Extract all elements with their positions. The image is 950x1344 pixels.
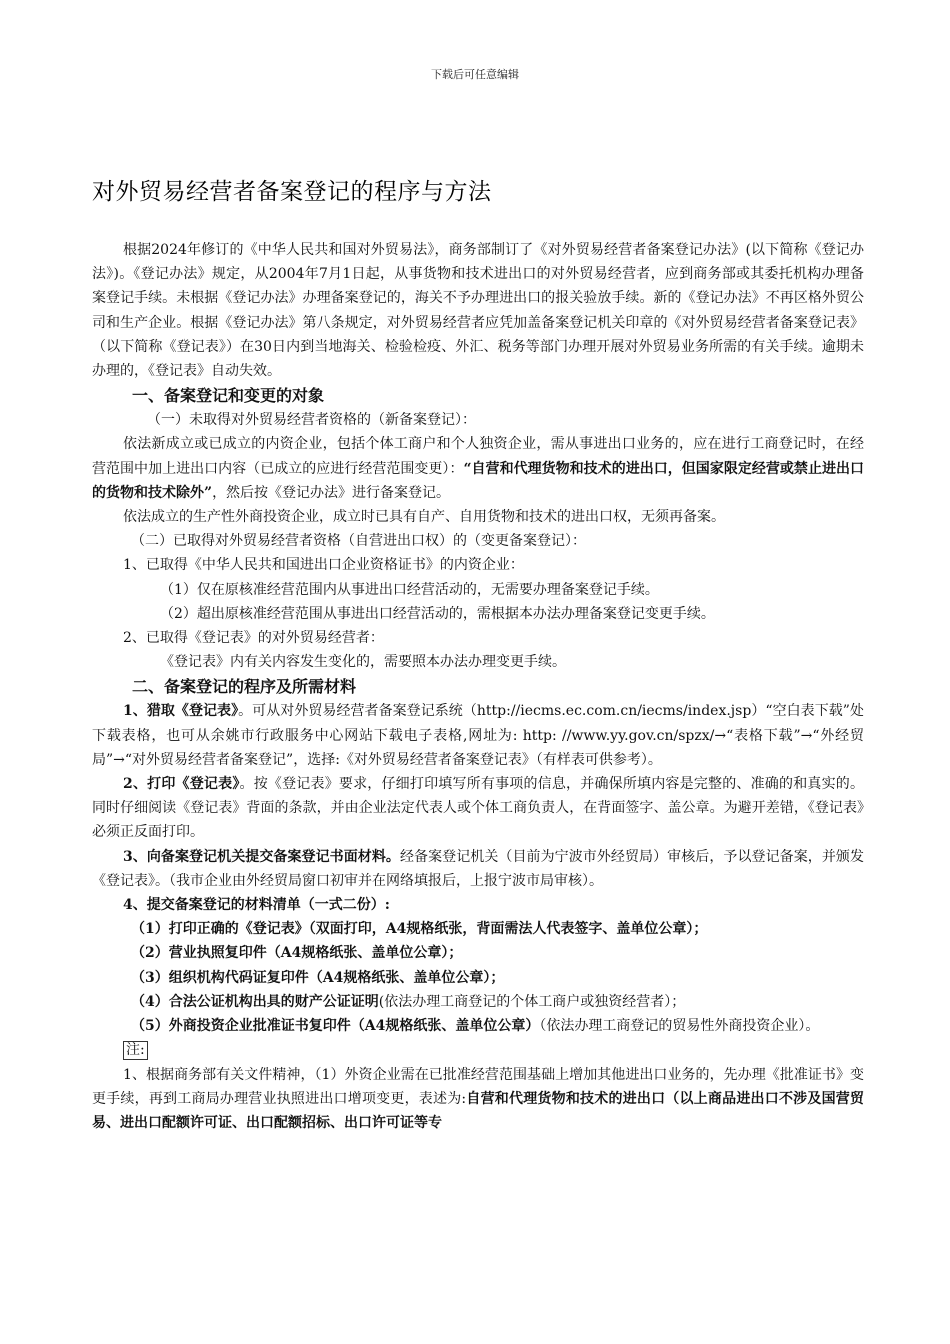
material-4-bold: （4）合法公证机构出具的财产公证证明 [131, 993, 379, 1010]
material-1-bold: （1）打印正确的《登记表》（双面打印，A4规格纸张，背面需法人代表签字、盖单位公章）； [131, 921, 708, 938]
step2-paragraph [92, 772, 864, 845]
note-label-line [92, 1038, 864, 1062]
section1-item1: 1、已取得《中华人民共和国进出口企业资格证书》的内资企业： [123, 557, 524, 574]
step3-bold: 3、向备案登记机关提交备案登记书面材料。 [123, 848, 400, 865]
section1-paragraph2: 依法成立的生产性外商投资企业，成立时已具有自产、自用货物和技术的进出口权，无须再备案。 [123, 509, 725, 526]
material-5-bold: （5）外商投资企业批准证书复印件（A4规格纸张、盖单位公章） [131, 1018, 540, 1035]
section1-paragraph1 [92, 432, 864, 505]
note-1-bold: 自营和代理货物和技术的进出口（以上商品进出口不涉及国营贸易、进出口配额许可证、出口配额招标、出口许可证等专 [92, 1090, 865, 1131]
section1-heading: 一、备案登记和变更的对象 [132, 386, 325, 406]
step4-bold: 4、提交备案登记的材料清单（一式二份）: [123, 897, 390, 914]
material-2 [92, 941, 864, 965]
section1-item2: 2、已取得《登记表》的对外贸易经营者： [123, 630, 384, 647]
note-1-text: 1、根据商务部有关文件精神，（1）外资企业需在已批准经营范围基础上增加其他进出口业务的，先办理《批准证书》变更手续，再到工商局办理营业执照进出口增项变更，表述为: [92, 1066, 864, 1107]
section2-heading: 二、备案登记的程序及所需材料 [132, 677, 357, 697]
step1-paragraph [92, 699, 864, 772]
step2-bold: 2、打印《登记表》 [123, 776, 240, 793]
section1-sub1: （一）未取得对外贸易经营者资格的（新备案登记）： [147, 412, 476, 429]
material-5 [92, 1014, 864, 1038]
header-note: 下载后可任意编辑 [431, 68, 519, 81]
step1-bold: 1、猎取《登记表》 [123, 703, 239, 720]
material-3-bold: （3）组织机构代码证复印件（A4规格纸张、盖单位公章）； [131, 969, 505, 986]
material-5-text: （依法办理工商登记的贸易性外商投资企业）。 [539, 1018, 820, 1035]
material-3 [92, 966, 864, 990]
step4-heading [92, 893, 864, 917]
section1-paragraph1-text-a: 依法新成立或已成立的内资企业，包括个体工商户和个人独资企业，需从事进出口业务的，应在进行工商登记时，在经营范围中加上进出口内容（已成立的应进行经营范围变更）： [92, 436, 864, 477]
section1-paragraph1-bold: “自营和代理货物和技术的进出口，但国家限定经营或禁止进出口的货物和技术除外” [92, 460, 864, 501]
step3-paragraph [92, 845, 864, 893]
section1-item1-2: （2）超出原核准经营范围从事进出口经营活动的，需根据本办法办理备案登记变更手续。 [160, 605, 715, 622]
document-body [92, 238, 864, 1135]
note-label: 注: [123, 1041, 148, 1060]
material-1 [92, 917, 864, 941]
material-4-text: (依法办理工商登记的个体工商户或独资经营者）； [378, 993, 686, 1010]
section1-sub2: （二）已取得对外贸易经营者资格（自营进出口权）的（变更备案登记）： [131, 533, 586, 550]
step1-text: 。可从对外贸易经营者备案登记系统（http://iecms.ec.com.cn/iecms/index.jsp）“空白表下载”处下载表格，也可从余姚市行政服务中心网站下载电子表格,网址为: http: //www.yy.gov.cn/spzx/→“表格下载”→“外经贸局”→“对外贸易经营者备案登记”，选择:《对外贸易经营者备案登记表》（有样表可供参考）。 [92, 703, 864, 768]
step2-text: 。按《登记表》要求，仔细打印填写所有事项的信息，并确保所填内容是完整的、准确的和真实的。同时仔细阅读《登记表》背面的条款，并由企业法定代表人或个体工商负责人，在背面签字、盖公章。为避开差错，《登记表》必须正反面打印。 [92, 776, 864, 841]
material-4 [92, 990, 864, 1014]
material-2-bold: （2）营业执照复印件（A4规格纸张、盖单位公章）； [131, 945, 463, 962]
intro-paragraph: 根据2024年修订的《中华人民共和国对外贸易法》，商务部制订了《对外贸易经营者备案登记办法》(以下简称《登记办法》)。《登记办法》规定，从2004年7月1日起，从事货物和技术进出口的对外贸易经营者，应到商务部或其委托机构办理备案登记手续。未根据《登记办法》办理备案登记的，海关不予办理进出口的报关验放手续。新的《登记办法》不再区格外贸公司和生产企业。根据《登记办法》第八条规定，对外贸易经营者应凭加盖备案登记机关印章的《对外贸易经营者备案登记表》（以下简称《登记表》）在30日内到当地海关、检验检疫、外汇、税务等部门办理开展对外贸易业务所需的有关手续。逾期未办理的，《登记表》自动失效。 [92, 242, 864, 380]
document-title: 对外贸易经营者备案登记的程序与方法 [92, 179, 492, 205]
section1-paragraph1-text-c: ，然后按《登记办法》进行备案登记。 [212, 484, 451, 501]
note-1-paragraph [92, 1063, 864, 1136]
section1-item1-1: （1）仅在原核准经营范围内从事进出口经营活动的，无需要办理备案登记手续。 [160, 581, 659, 598]
step3-text: 经备案登记机关（目前为宁波市外经贸局）审核后，予以登记备案，并颁发《登记表》。（我市企业由外经贸局窗口初审并在网络填报后，上报宁波市局审核）。 [92, 848, 864, 889]
section1-item2-1: 《登记表》内有关内容发生变化的，需要照本办法办理变更手续。 [160, 654, 566, 671]
